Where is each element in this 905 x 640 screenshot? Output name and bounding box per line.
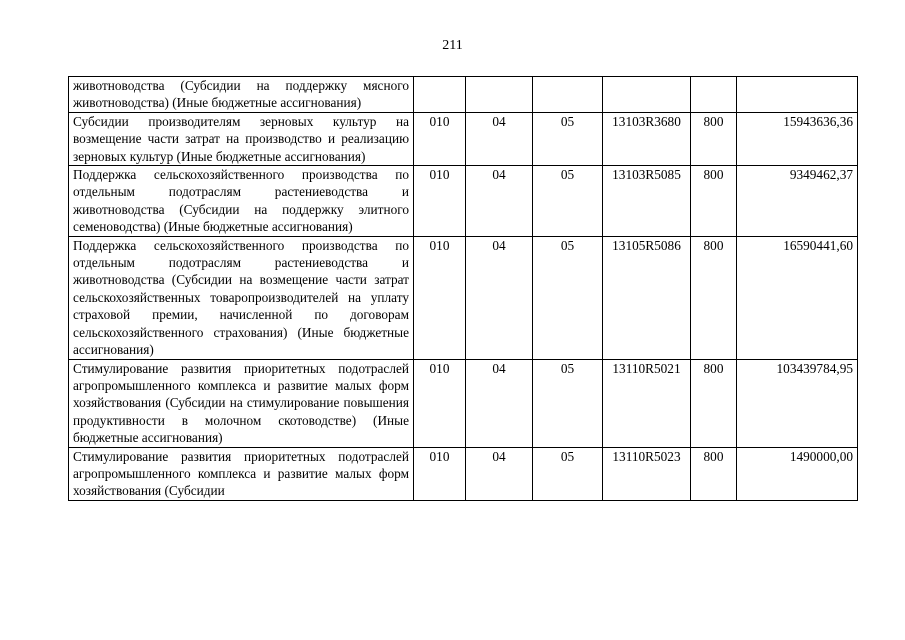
ministry-code: 010 (414, 359, 466, 447)
amount-value: 16590441,60 (737, 236, 858, 359)
target-article-code: 13110R5023 (603, 447, 691, 500)
row-description: Поддержка сельскохозяйственного производства по отдельным подотраслям растениеводства и животноводства (Субсидии на возмещение части затрат сельскохозяйственных товаропроизводителей на уплату страховой премии, начисленной по договорам сельскохозяйственного страхования) (Иные бюджетные ассигнования) (69, 236, 414, 359)
ministry-code: 010 (414, 166, 466, 237)
subsection-code: 05 (533, 166, 603, 237)
subsection-code (533, 77, 603, 113)
expense-type-code: 800 (691, 359, 737, 447)
ministry-code (414, 77, 466, 113)
row-description: Поддержка сельскохозяйственного производства по отдельным подотраслям растениеводства и животноводства (Субсидии на поддержку элитного семеноводства) (Иные бюджетные ассигнования) (69, 166, 414, 237)
target-article-code: 13103R5085 (603, 166, 691, 237)
amount-value: 9349462,37 (737, 166, 858, 237)
amount-value: 1490000,00 (737, 447, 858, 500)
subsection-code: 05 (533, 447, 603, 500)
row-description: Стимулирование развития приоритетных подотраслей агропромышленного комплекса и развитие малых форм хозяйствования (Субсидии (69, 447, 414, 500)
table-row (69, 236, 858, 359)
section-code: 04 (466, 112, 533, 165)
amount-value: 15943636,36 (737, 112, 858, 165)
expense-type-code: 800 (691, 236, 737, 359)
row-description: животноводства (Субсидии на поддержку мясного животноводства) (Иные бюджетные ассигнования) (69, 77, 414, 113)
expense-type-code: 800 (691, 447, 737, 500)
table-row (69, 447, 858, 500)
section-code: 04 (466, 359, 533, 447)
ministry-code: 010 (414, 236, 466, 359)
subsection-code: 05 (533, 236, 603, 359)
table-row (69, 359, 858, 447)
row-description: Стимулирование развития приоритетных подотраслей агропромышленного комплекса и развитие малых форм хозяйствования (Субсидии на стимулирование повышения продуктивности в молочном скотоводстве) (Иные бюджетные ассигнования) (69, 359, 414, 447)
ministry-code: 010 (414, 447, 466, 500)
section-code (466, 77, 533, 113)
subsection-code: 05 (533, 359, 603, 447)
section-code: 04 (466, 236, 533, 359)
expense-type-code (691, 77, 737, 113)
target-article-code (603, 77, 691, 113)
table-row (69, 112, 858, 165)
row-description: Субсидии производителям зерновых культур на возмещение части затрат на производство и реализацию зерновых культур (Иные бюджетные ассигнования) (69, 112, 414, 165)
table-row (69, 166, 858, 237)
expense-type-code: 800 (691, 112, 737, 165)
page-number: 211 (442, 38, 463, 53)
expense-type-code: 800 (691, 166, 737, 237)
section-code: 04 (466, 166, 533, 237)
subsection-code: 05 (533, 112, 603, 165)
budget-table (68, 76, 858, 501)
target-article-code: 13103R3680 (603, 112, 691, 165)
amount-value (737, 77, 858, 113)
section-code: 04 (466, 447, 533, 500)
amount-value: 103439784,95 (737, 359, 858, 447)
table-row (69, 77, 858, 113)
target-article-code: 13110R5021 (603, 359, 691, 447)
target-article-code: 13105R5086 (603, 236, 691, 359)
ministry-code: 010 (414, 112, 466, 165)
